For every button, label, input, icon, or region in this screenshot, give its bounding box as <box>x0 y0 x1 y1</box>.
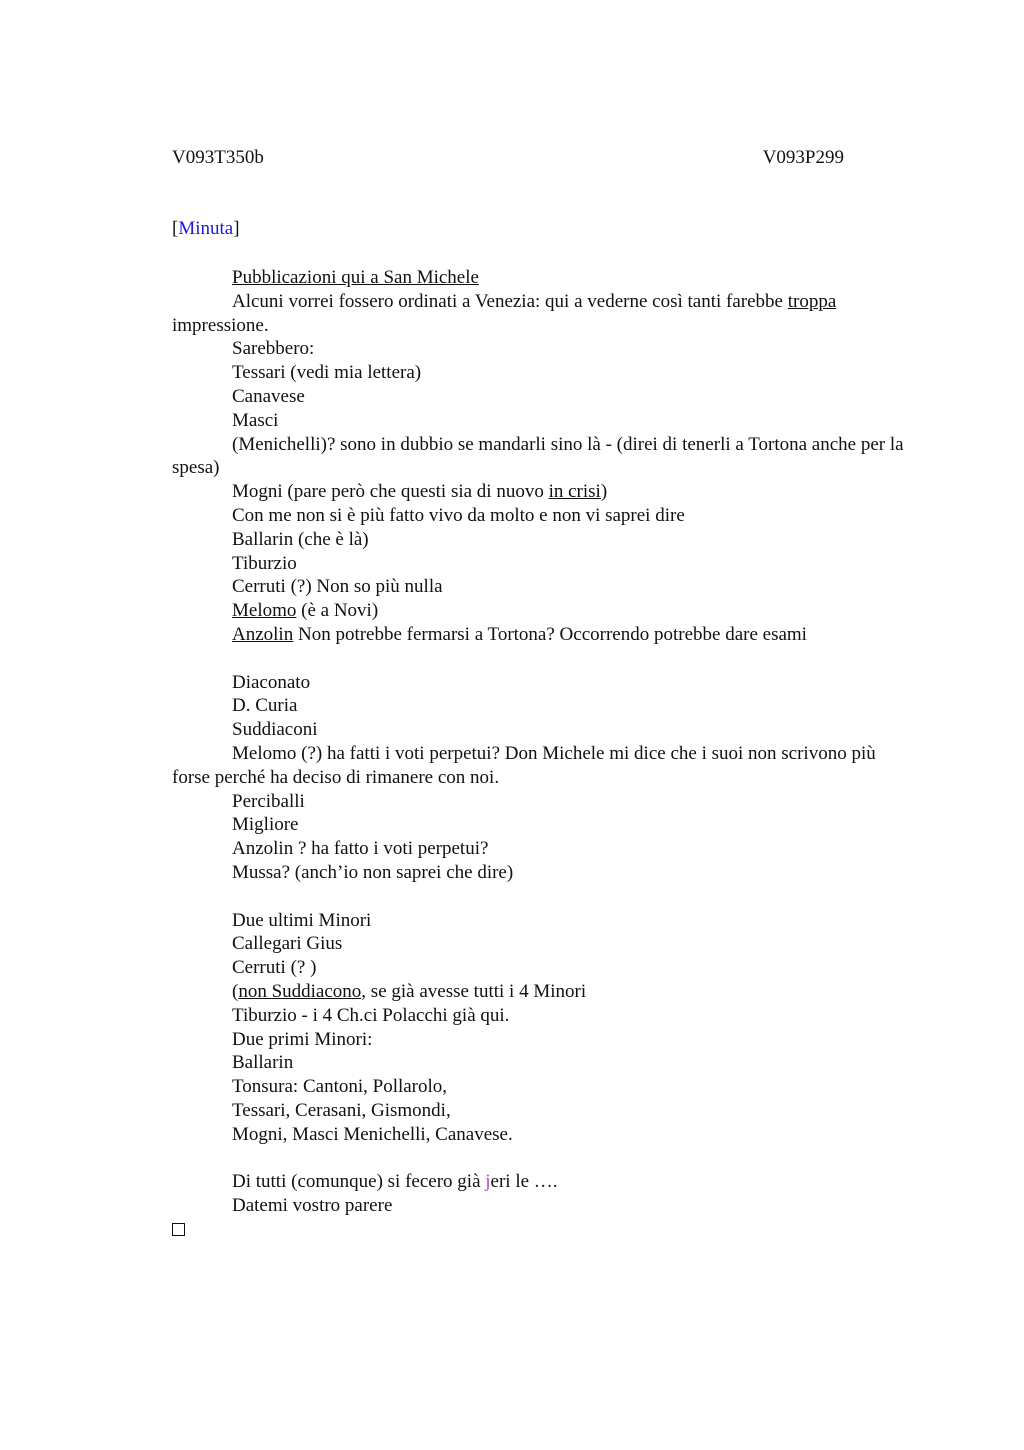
mogni-text: Mogni (pare però che questi sia di nuovo <box>232 481 549 503</box>
mogni-underlined: in crisi <box>548 481 601 503</box>
list-line: Cerruti (?) Non so più nulla <box>232 576 443 598</box>
intro-text-end: impressione. <box>172 314 269 336</box>
list-line: (Menichelli)? sono in dubbio se mandarli sino là - (direi di tenerli a Tortona anche per la spesa) <box>172 433 904 479</box>
list-line: Canavese <box>232 385 305 407</box>
list-line: Tiburzio <box>232 552 297 574</box>
minuta-label: Minuta <box>178 218 234 239</box>
list-line: Ballarin <box>232 1052 294 1074</box>
list-line: Cerruti (? ) <box>232 957 317 979</box>
intro-underlined: troppa <box>787 290 837 312</box>
section-title-text: Pubblicazioni qui a San Michele <box>232 267 479 288</box>
list-line: Tessari, Cerasani, Gismondi, <box>232 1099 451 1121</box>
list-line: Tessari (vedi mia lettera) <box>232 362 422 384</box>
nonsudd-text: , se già avesse tutti i 4 Minori <box>361 980 587 1002</box>
list-line: Due primi Minori: <box>232 1028 373 1050</box>
intro-paragraph <box>172 290 917 338</box>
intro-text: Alcuni vorrei fossero ordinati a Venezia: qui a vederne così tanti farebbe <box>232 290 788 312</box>
list-line <box>172 599 917 623</box>
ditutti-text: Di tutti (comunque) si fecero già <box>232 1171 486 1193</box>
melomo-underlined: Melomo <box>232 600 297 622</box>
list-line: Sarebbero: <box>232 338 315 360</box>
minuta-tag <box>172 218 240 240</box>
list-line: Melomo (?) ha fatti i voti perpetui? Don Michele mi dice che i suoi non scrivono più forse perché ha deciso di rimanere con noi. <box>172 742 876 788</box>
list-line <box>172 480 917 504</box>
document-code-right: V093P299 <box>762 147 844 168</box>
anzolin-underlined: Anzolin <box>232 623 294 645</box>
spacer <box>172 647 917 671</box>
melomo-text: (è a Novi) <box>296 600 379 622</box>
list-line: Suddiaconi <box>232 719 318 741</box>
list-line: Con me non si è più fatto vivo da molto e non vi saprei dire <box>232 504 685 526</box>
list-line <box>172 623 917 647</box>
spacer <box>172 1146 917 1170</box>
nonsudd-open: ( <box>232 980 239 1002</box>
list-line: Due ultimi Minori <box>232 909 372 931</box>
list-line: Tonsura: Cantoni, Pollarolo, <box>232 1076 448 1098</box>
letter-body <box>172 266 917 1242</box>
list-line <box>172 980 917 1004</box>
minuta-open-bracket: [ <box>172 218 179 239</box>
list-line: Migliore <box>232 814 299 836</box>
list-line: Callegari Gius <box>232 933 343 955</box>
list-line: D. Curia <box>232 695 298 717</box>
anzolin-text: Non potrebbe fermarsi a Tortona? Occorrendo potrebbe dare esami <box>293 623 807 645</box>
minuta-close-bracket: ] <box>233 218 240 239</box>
list-line: Mogni, Masci Menichelli, Canavese. <box>232 1123 513 1145</box>
ditutti-text-end: eri le …. <box>490 1171 558 1193</box>
spacer <box>172 885 917 909</box>
list-line: Datemi vostro parere <box>232 1195 393 1217</box>
list-line: Anzolin ? ha fatto i voti perpetui? <box>232 838 489 860</box>
list-line: Tiburzio - i 4 Ch.ci Polacchi già qui. <box>232 1004 510 1026</box>
end-mark <box>172 1218 917 1242</box>
list-line: Masci <box>232 409 279 431</box>
list-line <box>172 1170 917 1194</box>
nonsudd-underlined: non Suddiacono <box>238 980 362 1002</box>
list-line: Ballarin (che è là) <box>232 528 369 550</box>
page-header <box>172 147 844 171</box>
checkbox-square-icon <box>172 1223 185 1236</box>
ditutti-highlight: j <box>485 1171 491 1193</box>
list-line: Diaconato <box>232 671 311 693</box>
list-line: Mussa? (anch’io non saprei che dire) <box>232 861 514 883</box>
document-code-left: V093T350b <box>172 147 264 168</box>
list-line: Perciballi <box>232 790 305 812</box>
section-title <box>172 266 917 290</box>
mogni-text-end: ) <box>600 481 608 503</box>
